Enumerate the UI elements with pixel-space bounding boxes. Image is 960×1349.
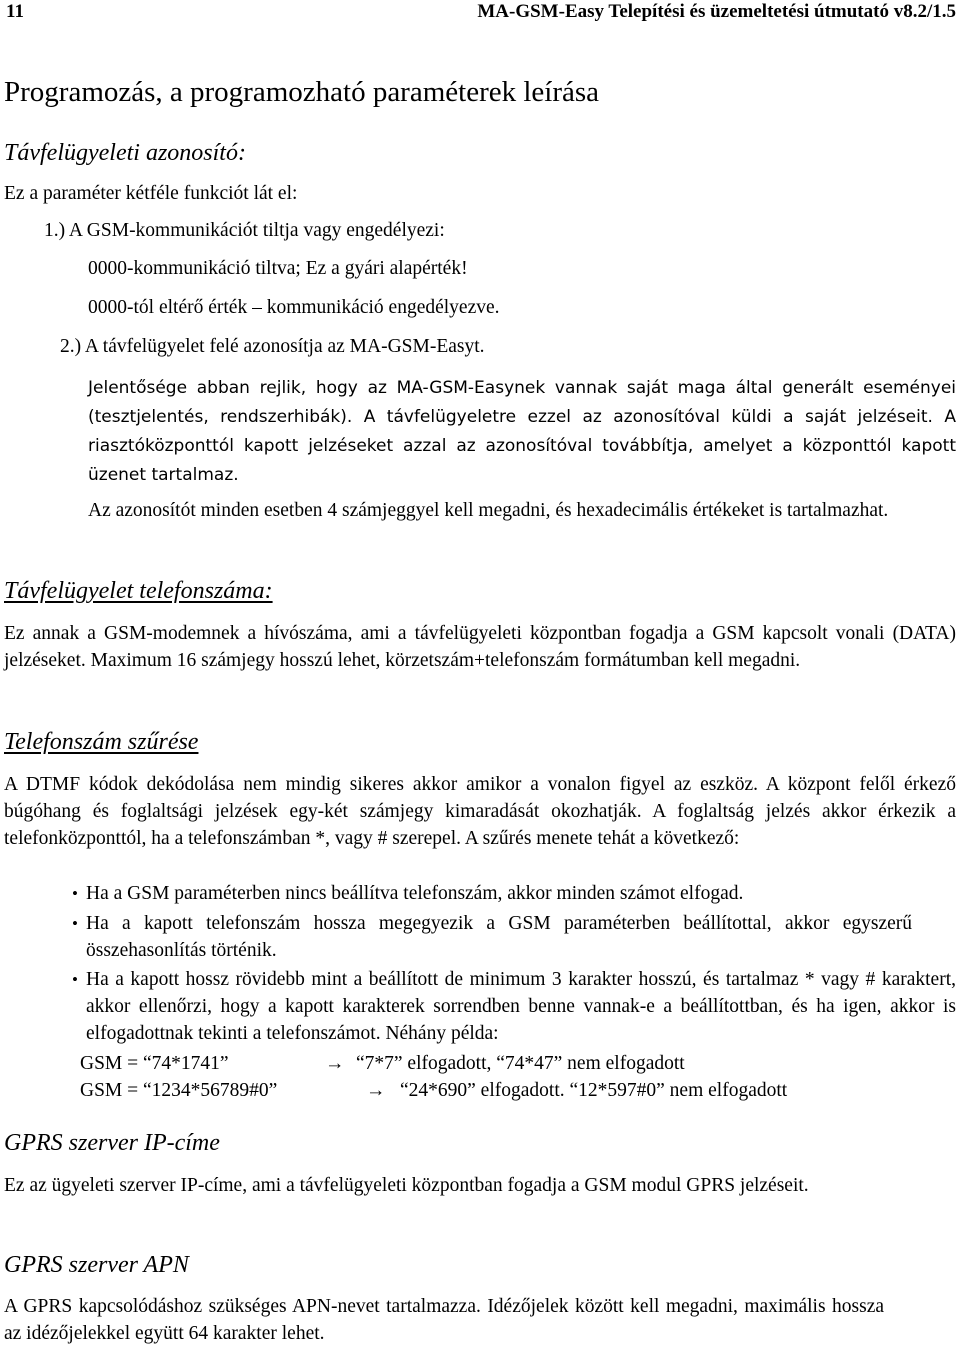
example-gsm-2: GSM = “1234*56789#0” <box>80 1080 278 1101</box>
paragraph-gprs-ip: Ez az ügyeleti szerver IP-címe, ami a távfelügyeleti központban fogadja a GSM modul GPRS jelzéseit. <box>4 1175 809 1196</box>
bullet-text: Ha a GSM paraméterben nincs beállítva telefonszám, akkor minden számot elfogad. <box>86 883 744 904</box>
example-result-1: “7*7” elfogadott, “74*47” nem elfogadott <box>356 1053 685 1074</box>
bullet-item <box>72 910 912 964</box>
page-title: Programozás, a programozható paraméterek leírása <box>4 76 600 108</box>
page-number: 11 <box>6 1 24 22</box>
paragraph-phone-number: Ez annak a GSM-modemnek a hívószáma, ami a távfelügyeleti központban fogadja a GSM kapcsolt vonali (DATA) jelzéseket. Maximum 16 számjegy hosszú lehet, körzetszám+telefonszám formátumban kell megadni. <box>4 623 956 671</box>
bullet-icon: • <box>72 914 78 933</box>
list-item-1a: 0000-kommunikáció tiltva; Ez a gyári alapérték! <box>88 258 468 279</box>
section-heading-gprs-ip: GPRS szerver IP-címe <box>4 1130 220 1156</box>
list-item-1: 1.) A GSM-kommunikációt tiltja vagy engedélyezi: <box>44 220 445 241</box>
section-heading-phone-number: Távfelügyelet telefonszáma: <box>4 578 273 604</box>
section-heading-gprs-apn: GPRS szerver APN <box>4 1252 189 1278</box>
section-heading-remote-id: Távfelügyeleti azonosító: <box>4 140 246 166</box>
document-title: MA-GSM-Easy Telepítési és üzemeltetési útmutató v8.2/1.5 <box>477 1 956 22</box>
example-gsm-1: GSM = “74*1741” <box>80 1053 229 1074</box>
bullet-item <box>72 880 912 907</box>
section-heading-phone-filter: Telefonszám szűrése <box>4 729 199 755</box>
paragraph-phone-filter: A DTMF kódok dekódolása nem mindig sikeres akkor amikor a vonalon figyel az eszköz. A központ felől érkező búgóhang és foglaltsági jelzések egy-két számjegy kimaradását okozhatják. A foglaltság jelzés akkor érkezik a telefonközponttól, ha a telefonszámban *, vagy # szerepel. A szűrés menete tehát a következő: <box>4 774 956 849</box>
bullet-text: Ha a kapott hossz rövidebb mint a beállított de minimum 3 karakter hosszú, és tartalmaz * vagy # karaktert, akkor ellenőrzi, hogy a kapott karakterek sorrendben benne vannak-e a beállítottban, és ha igen, akkor is elfogadottnak tekinti a telefonszámot. Néhány példa: <box>86 969 956 1044</box>
paragraph-significance: Jelentősége abban rejlik, hogy az MA-GSM-Easynek vannak saját maga által generált eseményei (tesztjelentés, rendszerhibák). A távfelügyeletre ezzel az azonosítóval küldi a saját jelzéseit. A riasztóközponttól kapott jelzéseket azzal az azonosítóval továbbítja, amelyet a központtól kapott üzenet tartalmaz. <box>88 378 956 485</box>
paragraph-gprs-apn: A GPRS kapcsolódáshoz szükséges APN-nevet tartalmazza. Idézőjelek között kell megadni, maximális hossza az idézőjelekkel együtt 64 karakter lehet. <box>4 1296 884 1344</box>
paragraph-id-format: Az azonosítót minden esetben 4 számjeggyel kell megadni, és hexadecimális értékeket is tartalmazhat. <box>88 500 889 521</box>
bullet-icon: • <box>72 884 78 903</box>
bullet-text: Ha a kapott telefonszám hossza megegyezik a GSM paraméterben beállítottal, akkor egyszerű összehasonlítás történik. <box>86 913 912 961</box>
bullet-icon: • <box>72 970 78 989</box>
list-item-1b: 0000-tól eltérő érték – kommunikáció engedélyezve. <box>88 297 500 318</box>
bullet-item <box>72 966 956 1047</box>
arrow-icon: → <box>325 1053 345 1074</box>
arrow-icon: → <box>366 1080 386 1101</box>
example-result-2: “24*690” elfogadott. “12*597#0” nem elfogadott <box>400 1080 788 1101</box>
intro-text: Ez a paraméter kétféle funkciót lát el: <box>4 183 298 204</box>
list-item-2: 2.) A távfelügyelet felé azonosítja az MA-GSM-Easyt. <box>60 336 485 357</box>
